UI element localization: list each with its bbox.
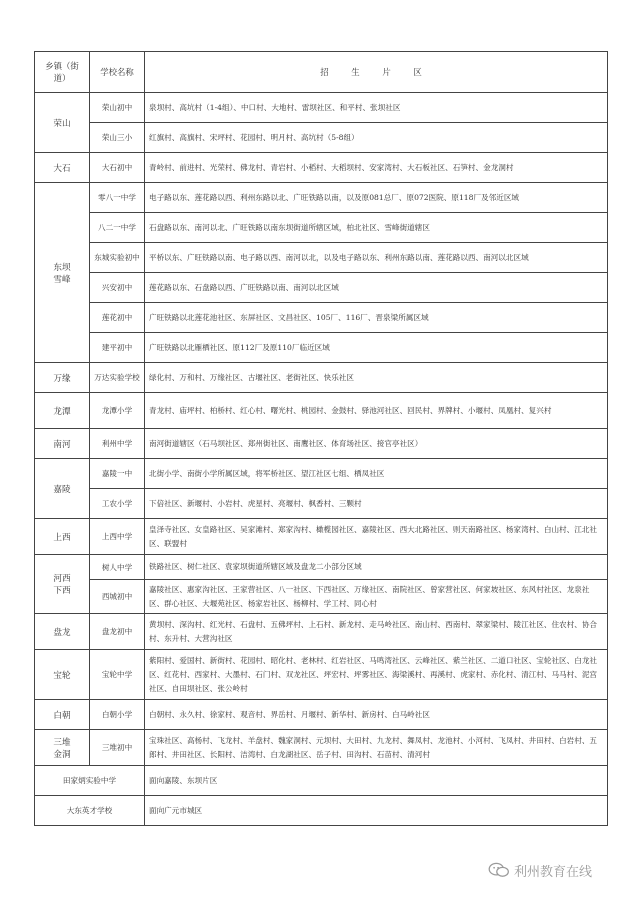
school-name: 大石初中 xyxy=(90,153,145,183)
school-name: 龙潭小学 xyxy=(90,393,145,429)
school-name: 大东英才学校 xyxy=(35,796,145,826)
enrollment-area: 泉坝村、高坑村（1-4组）、中口村、大地村、雷坝社区、和平村、张坝社区 xyxy=(145,93,608,123)
town-name-line: 三堆 xyxy=(53,737,71,748)
town-name xyxy=(35,93,90,153)
enrollment-area: 铁路社区、树仁社区、袁家坝街道所辖区域及盘龙二小部分区域 xyxy=(145,555,608,580)
table-row xyxy=(35,555,608,580)
town-name-line: 大石 xyxy=(53,163,71,174)
town-name xyxy=(35,730,90,766)
school-name: 三堆初中 xyxy=(90,730,145,766)
enrollment-zone-table xyxy=(34,51,608,826)
table-row xyxy=(35,650,608,700)
table-row xyxy=(35,489,608,519)
enrollment-area: 南河街道辖区（石马坝社区、郑州街社区、南鹰社区、体育场社区、接官亭社区） xyxy=(145,429,608,459)
school-name: 兴安初中 xyxy=(90,273,145,303)
table-row xyxy=(35,700,608,730)
school-name: 树人中学 xyxy=(90,555,145,580)
town-name xyxy=(35,650,90,700)
town-name-line: 荣山 xyxy=(53,118,71,129)
header-school: 学校名称 xyxy=(90,52,145,93)
town-name-line: 白朝 xyxy=(53,710,71,721)
school-name: 盘龙初中 xyxy=(90,614,145,650)
enrollment-area: 红旗村、高旗村、宋坪村、花园村、明月村、高坑村（5-8组） xyxy=(145,123,608,153)
town-name xyxy=(35,700,90,730)
town-name xyxy=(35,153,90,183)
town-name-line: 龙潭 xyxy=(53,406,71,417)
town-name xyxy=(35,429,90,459)
school-name: 工农小学 xyxy=(90,489,145,519)
enrollment-area: 莲花路以东、石盘路以西、广旺铁路以南、南河以北区域 xyxy=(145,273,608,303)
table-row xyxy=(35,273,608,303)
table-row xyxy=(35,363,608,393)
school-name: 田家炳实验中学 xyxy=(35,766,145,796)
header-area: 招 生 片 区 xyxy=(145,52,608,93)
town-name-line: 河西 xyxy=(53,574,71,584)
school-name: 西城初中 xyxy=(90,580,145,614)
enrollment-area: 面向嘉陵、东坝片区 xyxy=(145,766,608,796)
school-name: 宝轮中学 xyxy=(90,650,145,700)
town-name-line: 宝轮 xyxy=(53,670,71,681)
table-row xyxy=(35,213,608,243)
enrollment-area: 黄坝村、深沟村、红光村、石盘村、五佛坪村、上石村、新龙村、走马岭社区、南山村、西南村、翠家梁村、陵江社区、住农村、协合村、东升村、大营沟社区 xyxy=(145,614,608,650)
town-name xyxy=(35,363,90,393)
school-name: 白朝小学 xyxy=(90,700,145,730)
watermark-text: 利州教育在线 xyxy=(514,864,593,880)
enrollment-area: 紫阳村、爱国村、新街村、花园村、昭化村、老林村、红岩社区、马鸣湾社区、云峰社区、紫兰社区、二道口社区、宝轮社区、白龙社区、红花村、西家村、大墨村、石门村、双龙社区、坪宏村、坪雾社区、海梁溪村、再溪村、虎家村、赤化村、清江村、马马村、泥宫社区、自田坝社区、张公岭村 xyxy=(145,650,608,700)
town-name xyxy=(35,183,90,363)
table-row xyxy=(35,153,608,183)
table-row xyxy=(35,303,608,333)
table-header-row xyxy=(35,52,608,93)
table-row xyxy=(35,614,608,650)
table-row xyxy=(35,183,608,213)
enrollment-area: 北街小学、南街小学所属区域，将军桥社区、望江社区七组、栖凤社区 xyxy=(145,459,608,489)
school-name: 东城实验初中 xyxy=(90,243,145,273)
table-row xyxy=(35,429,608,459)
town-name-line: 下西 xyxy=(53,586,71,596)
enrollment-area: 青岭村、前进村、光荣村、佛龙村、青岩村、小稻村、大稻坝村、安家湾村、大石板社区、石笋村、金龙洞村 xyxy=(145,153,608,183)
town-name-line: 盘龙 xyxy=(53,627,71,638)
town-name-line: 上西 xyxy=(53,532,71,543)
town-name-line: 雪峰 xyxy=(53,274,71,285)
enrollment-area: 面向广元市城区 xyxy=(145,796,608,826)
town-name xyxy=(35,614,90,650)
table-row xyxy=(35,333,608,363)
table-row xyxy=(35,393,608,429)
table-row xyxy=(35,519,608,555)
watermark xyxy=(488,858,592,882)
town-name-line: 嘉陵 xyxy=(53,484,71,495)
school-name: 零八一中学 xyxy=(90,183,145,213)
enrollment-area: 石盘路以东、南河以北、广旺铁路以南东坝街道所辖区域，柏北社区、雪峰街道辖区 xyxy=(145,213,608,243)
school-name: 上西中学 xyxy=(90,519,145,555)
header-town: 乡镇（街道） xyxy=(35,52,90,93)
town-name xyxy=(35,459,90,519)
town-name xyxy=(35,519,90,555)
enrollment-area: 青龙村、庙坪村、柏桥村、红心村、曙光村、桃园村、金鼓村、驿池河社区、回民村、界牌村、小堰村、凤凰村、复兴村 xyxy=(145,393,608,429)
school-name: 莲花初中 xyxy=(90,303,145,333)
table-row xyxy=(35,796,608,826)
school-name: 嘉陵一中 xyxy=(90,459,145,489)
table-row xyxy=(35,730,608,766)
school-name: 万达实验学校 xyxy=(90,363,145,393)
wechat-icon xyxy=(488,862,510,878)
enrollment-area: 下倍社区、新堰村、小岩村、虎星村、亮堰村、枫香村、三颗村 xyxy=(145,489,608,519)
enrollment-area: 皇泽寺社区、女皇路社区、吴家滩村、郑家沟村、橄榄园社区、嘉陵社区、西大北路社区、则天南路社区、杨家湾村、白山村、江北社区、联盟村 xyxy=(145,519,608,555)
enrollment-area: 宝珠社区、高杨村、飞龙村、羊盘村、魏家洞村、元坝村、大田村、九龙村、舞凤村、龙池村、小河村、飞凤村、井田村、白岩村、五郎村、井田社区、长阳村、洁湾村、白龙湖社区、岳子村、田沟村、石苗村、清河村 xyxy=(145,730,608,766)
school-name: 荣山三小 xyxy=(90,123,145,153)
town-name xyxy=(35,393,90,429)
school-name: 荣山初中 xyxy=(90,93,145,123)
table-row xyxy=(35,580,608,614)
table-row xyxy=(35,459,608,489)
school-name: 八二一中学 xyxy=(90,213,145,243)
table-row xyxy=(35,123,608,153)
table-row xyxy=(35,243,608,273)
enrollment-area: 平桥以东、广旺铁路以南、电子路以西、南河以北，以及电子路以东、利州东路以南、莲花路以西、南河以北区域 xyxy=(145,243,608,273)
enrollment-area: 白朝村、永久村、徐家村、观音村、界岳村、月堰村、新华村、新房村、白马岭社区 xyxy=(145,700,608,730)
enrollment-area: 广旺铁路以北雁栖社区、原112厂及原110厂临近区域 xyxy=(145,333,608,363)
school-name: 利州中学 xyxy=(90,429,145,459)
town-name xyxy=(35,555,90,614)
table-row xyxy=(35,766,608,796)
enrollment-area: 电子路以东、莲花路以西、利州东路以北、广旺铁路以南，以及原081总厂、原072医院、原118厂及邻近区域 xyxy=(145,183,608,213)
school-name: 建平初中 xyxy=(90,333,145,363)
enrollment-area: 广旺铁路以北莲花池社区、东屏社区、文昌社区、105厂、116厂、晋泉梁所属区域 xyxy=(145,303,608,333)
enrollment-area: 绿化村、万和村、万缘社区、古堰社区、老街社区、快乐社区 xyxy=(145,363,608,393)
town-name-line: 金洞 xyxy=(53,749,71,760)
town-name-line: 东坝 xyxy=(53,262,71,273)
table-row xyxy=(35,93,608,123)
town-name-line: 万缘 xyxy=(53,373,71,384)
enrollment-area: 嘉陵社区、惠家沟社区、王家营社区、八一社区、下西社区、万缘社区、南院社区、曾家营社区、何家坡社区、东风村社区、龙泉社区、群心社区、大堰苑社区、杨家岩社区、杨柳村、学工村、同心村 xyxy=(145,580,608,614)
town-name-line: 南河 xyxy=(53,439,71,450)
